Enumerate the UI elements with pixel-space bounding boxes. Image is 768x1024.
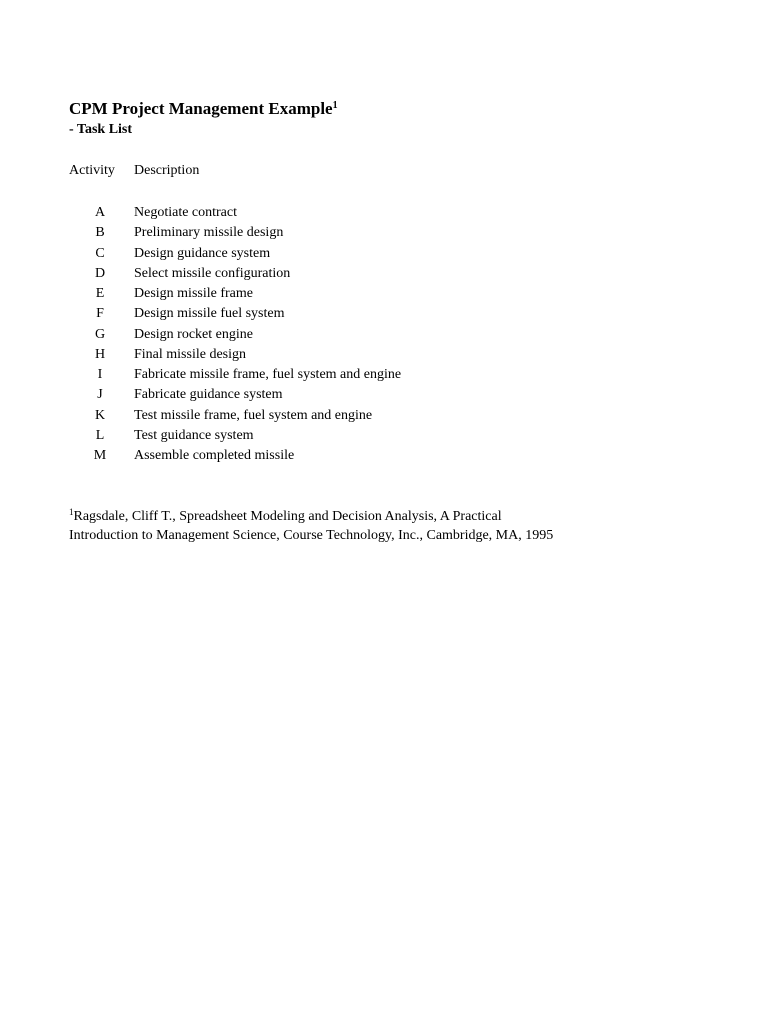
title-footnote-mark: 1 bbox=[332, 100, 338, 111]
task-row bbox=[69, 305, 669, 325]
task-activity: C bbox=[95, 245, 105, 261]
footnote-mark: 1 bbox=[69, 507, 74, 517]
task-row bbox=[69, 245, 669, 265]
task-description: Design guidance system bbox=[134, 245, 271, 261]
task-description: Negotiate contract bbox=[134, 205, 238, 220]
task-row bbox=[69, 447, 669, 467]
task-list bbox=[69, 204, 669, 467]
task-activity: L bbox=[95, 427, 105, 443]
task-row bbox=[69, 265, 669, 285]
task-description: Design missile frame bbox=[134, 286, 253, 301]
task-activity: I bbox=[97, 367, 103, 382]
footnote-line-2: Introduction to Management Science, Course Technology, Inc., Cambridge, MA, 1995 bbox=[69, 527, 554, 543]
task-description: Fabricate missile frame, fuel system and engine bbox=[134, 367, 402, 382]
task-row bbox=[69, 326, 669, 346]
task-description: Design rocket engine bbox=[134, 326, 253, 342]
task-row bbox=[69, 224, 669, 244]
task-row bbox=[69, 407, 669, 427]
task-activity: K bbox=[94, 407, 106, 423]
task-row bbox=[69, 427, 669, 447]
task-description: Test missile frame, fuel system and engine bbox=[134, 407, 373, 423]
task-description: Design missile fuel system bbox=[134, 306, 285, 322]
task-description: Test guidance system bbox=[134, 427, 254, 443]
task-description: Select missile configuration bbox=[134, 265, 291, 281]
task-activity: F bbox=[96, 306, 104, 322]
task-row bbox=[69, 366, 669, 386]
document-subtitle: - Task List bbox=[69, 122, 133, 137]
footnote-line-1 bbox=[69, 508, 709, 527]
task-activity: M bbox=[93, 448, 107, 463]
task-activity: D bbox=[94, 265, 106, 281]
task-row bbox=[69, 346, 669, 366]
task-description: Fabricate guidance system bbox=[134, 387, 283, 403]
task-description: Final missile design bbox=[134, 346, 246, 362]
task-description: Assemble completed missile bbox=[134, 448, 295, 463]
column-header-description: Description bbox=[134, 163, 200, 178]
footnote-text-1: Ragsdale, Cliff T., Spreadsheet Modeling and Decision Analysis, A Practical bbox=[73, 509, 502, 524]
title-text: CPM Project Management Example bbox=[69, 99, 333, 118]
footnote bbox=[69, 508, 709, 545]
task-row bbox=[69, 285, 669, 305]
document-title bbox=[69, 99, 338, 119]
task-description: Preliminary missile design bbox=[134, 225, 284, 241]
task-activity: E bbox=[95, 286, 105, 301]
task-row bbox=[69, 386, 669, 406]
task-activity: J bbox=[97, 387, 103, 403]
task-row bbox=[69, 204, 669, 224]
task-activity: A bbox=[94, 205, 106, 220]
task-activity: H bbox=[94, 346, 106, 362]
column-header-activity: Activity bbox=[69, 163, 115, 178]
task-activity: G bbox=[94, 326, 106, 342]
task-activity: B bbox=[95, 225, 105, 241]
